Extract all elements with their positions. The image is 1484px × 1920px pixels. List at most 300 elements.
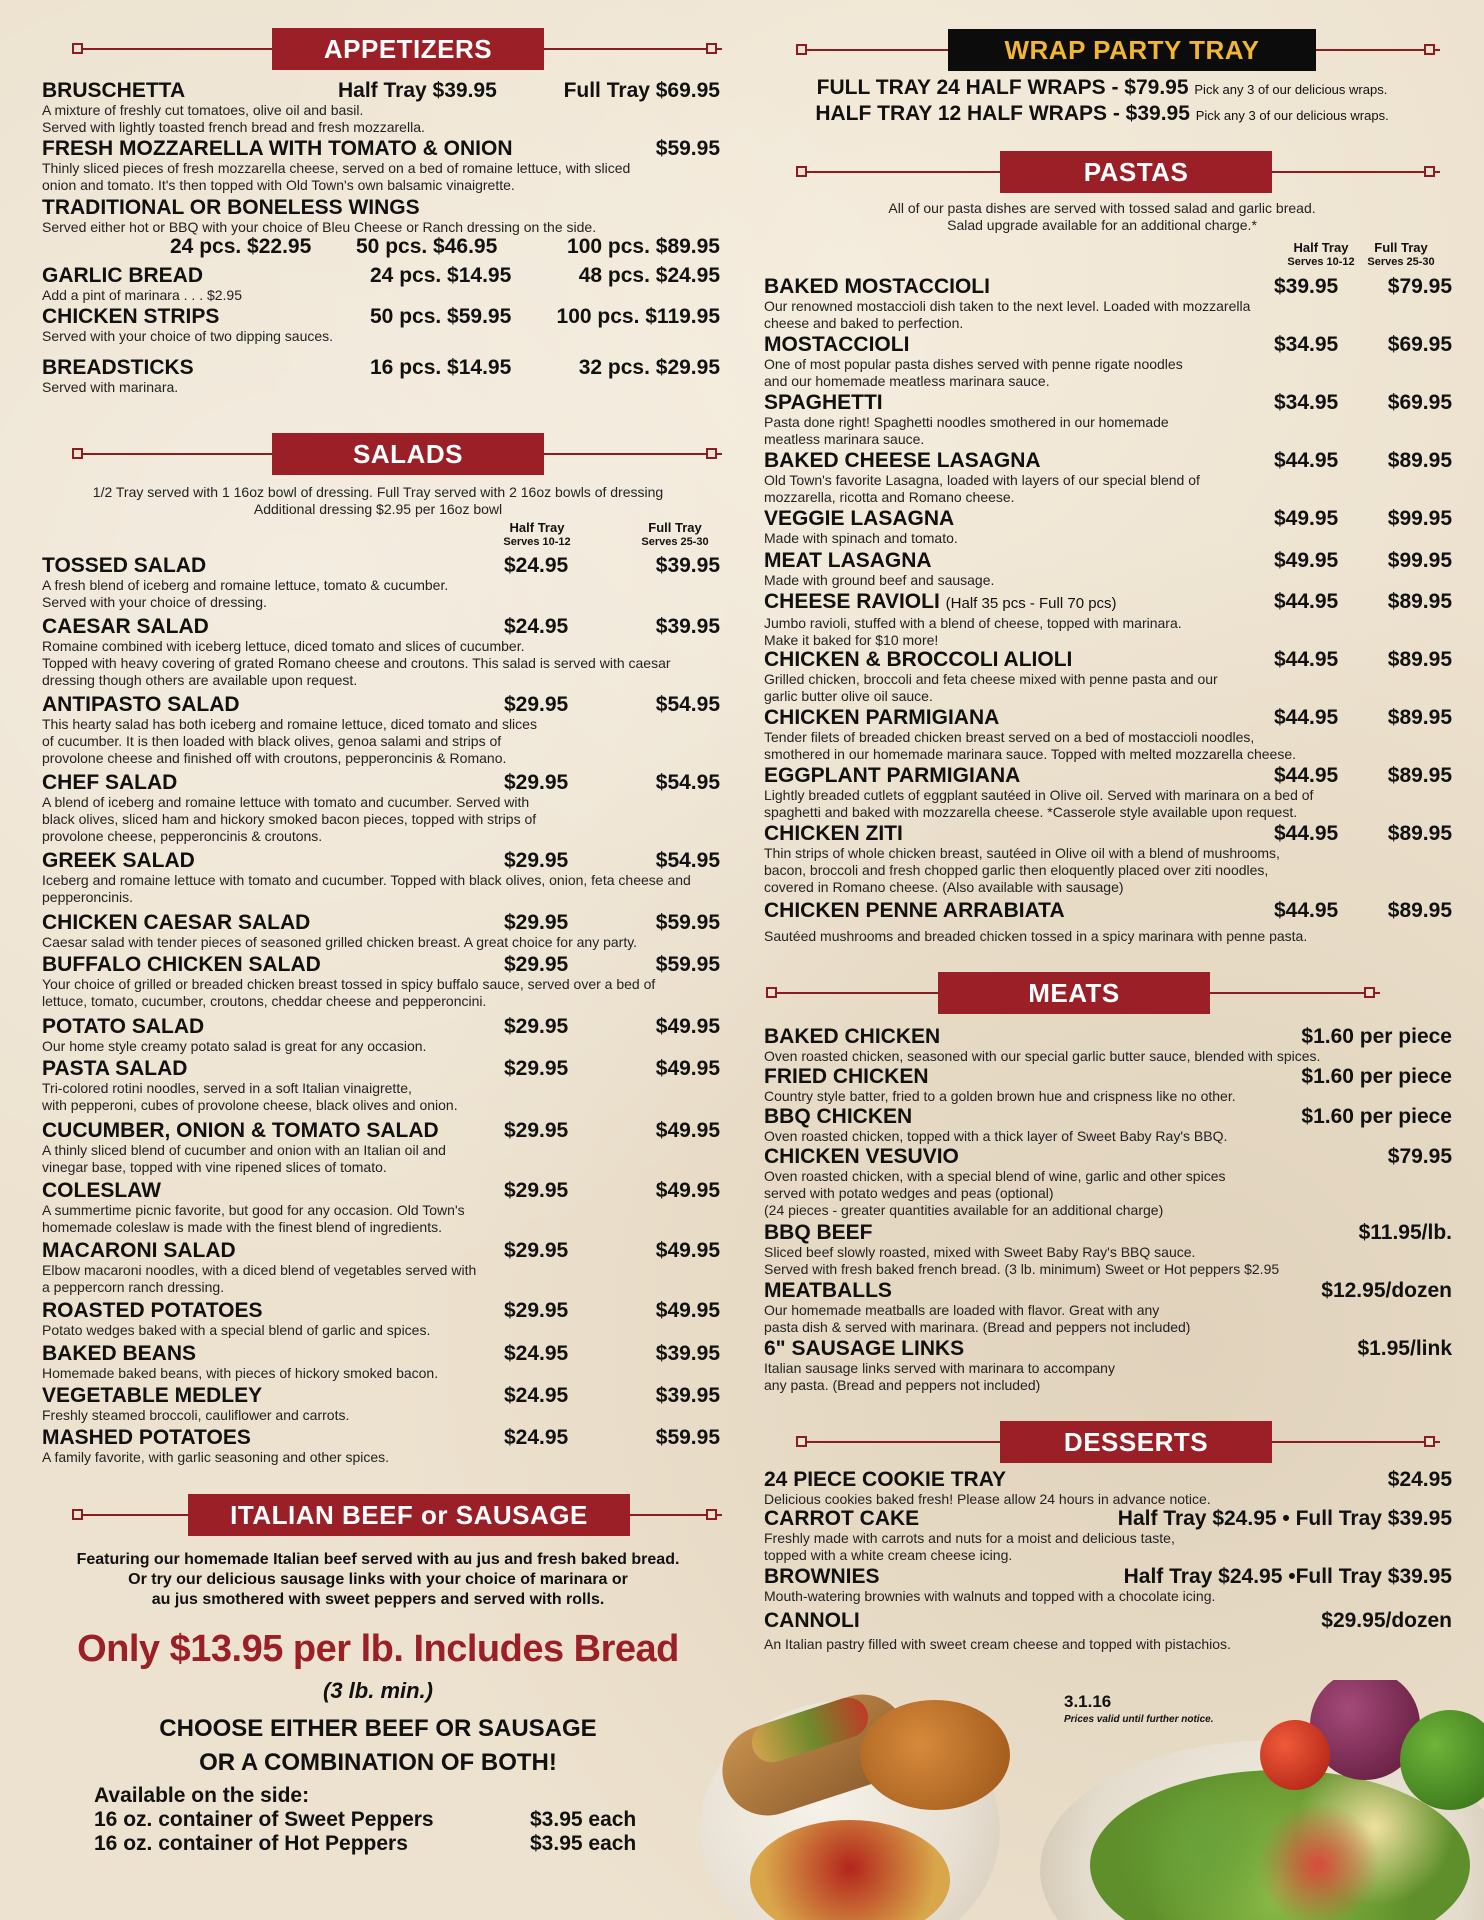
item-name-text: MOSTACCIOLI [764, 333, 910, 356]
item-price-full: $89.95 [1387, 449, 1452, 472]
salad-item [42, 1342, 720, 1382]
pasta-item [764, 822, 1452, 896]
salad-item [42, 849, 720, 906]
item-desc: Our renowned mostaccioli dish taken to the next level. Loaded with mozzarella [764, 298, 1251, 314]
item-desc: (24 pieces - greater quantities available for an additional charge) [764, 1202, 1164, 1218]
item-name-text: BAKED MOSTACCIOLI [764, 275, 990, 298]
item-desc: garlic butter olive oil sauce. [764, 688, 933, 704]
item-name: CAESAR SALAD [42, 615, 209, 638]
item-desc: pepperoncinis. [42, 889, 134, 905]
salad-item [42, 1119, 720, 1176]
item-name [764, 550, 1440, 572]
item-desc: vinegar base, topped with vine ripened slices of tomato. [42, 1159, 387, 1175]
item-desc: served with potato wedges and peas (optional) [764, 1185, 1054, 1201]
item-name: CHICKEN STRIPS [42, 305, 220, 328]
item-desc: any pasta. (Bread and peppers not included) [764, 1377, 1041, 1393]
item-desc: Served with marinara. [42, 379, 179, 395]
appetizers-title: APPETIZERS [272, 28, 544, 70]
item-price-full: $39.95 [655, 1384, 720, 1407]
item-desc: Country style batter, fried to a golden brown hue and crispness like no other. [764, 1088, 1236, 1104]
item-name [764, 707, 1440, 729]
item-desc: Elbow macaroni noodles, with a diced blend of vegetables served with [42, 1262, 477, 1278]
pastas-title: PASTAS [1000, 151, 1272, 193]
item-price-full: $49.95 [655, 1015, 720, 1038]
wrap-title: WRAP PARTY TRAY [948, 29, 1316, 71]
item-name: GARLIC BREAD [42, 264, 203, 287]
item-price-full: $89.95 [1387, 899, 1452, 922]
item-price-full: $49.95 [655, 1119, 720, 1142]
salads-note-line: 1/2 Tray served with 1 16oz bowl of dressing. Full Tray served with 2 16oz bowls of dressing [92, 484, 664, 500]
item-price-full: $89.95 [1387, 590, 1452, 613]
salads-full-header [630, 520, 720, 550]
menu-item-breadsticks [42, 356, 720, 396]
desserts-banner [796, 1421, 1450, 1463]
item-price-half: $24.95 [504, 615, 569, 638]
menu-date: 3.1.16 [1064, 1692, 1112, 1711]
item-desc: Caesar salad with tender pieces of seasoned grilled chicken breast. A great choice for any party. [42, 934, 638, 950]
salad-item [42, 693, 720, 767]
beef-banner [72, 1494, 732, 1536]
salad-item [42, 1057, 720, 1114]
item-price-half: $29.95 [504, 771, 569, 794]
item-desc: A family favorite, with garlic seasoning and other spices. [42, 1449, 390, 1465]
item-name: VEGETABLE MEDLEY [42, 1384, 263, 1407]
item-price-full: $49.95 [655, 1299, 720, 1322]
dessert-item [764, 1565, 1452, 1605]
meat-item [764, 1105, 1452, 1145]
item-name: CANNOLI [764, 1609, 860, 1632]
pasta-item [764, 449, 1452, 506]
item-name-text: CHICKEN ZITI [764, 822, 903, 845]
item-price-full: $54.95 [655, 693, 720, 716]
salad-item [42, 1426, 720, 1466]
salad-item [42, 953, 720, 1010]
item-price-full: $89.95 [1387, 764, 1452, 787]
wrap-half-note: Pick any 3 of our delicious wraps. [1195, 108, 1389, 123]
wrap-full-note: Pick any 3 of our delicious wraps. [1194, 82, 1388, 97]
full-tray-serves: Serves 25-30 [1367, 256, 1435, 268]
item-price-half: $29.95 [504, 953, 569, 976]
item-name: FRIED CHICKEN [764, 1065, 929, 1088]
item-price-half: $29.95 [504, 849, 569, 872]
item-desc: covered in Romano cheese. (Also available with sausage) [764, 879, 1124, 895]
item-price: $29.95/dozen [1321, 1609, 1452, 1632]
item-price-full: $49.95 [655, 1179, 720, 1202]
side-item-name: 16 oz. container of Sweet Peppers [94, 1808, 434, 1831]
item-desc: Delicious cookies baked fresh! Please allow 24 hours in advance notice. [764, 1491, 1211, 1507]
item-price-16: 16 pcs. $14.95 [370, 356, 512, 379]
item-desc: This hearty salad has both iceberg and romaine lettuce, diced tomato and slices [42, 716, 537, 732]
item-name: BRUSCHETTA [42, 79, 186, 102]
appetizers-banner [72, 28, 732, 70]
item-desc: Add a pint of marinara . . . $2.95 [42, 287, 243, 303]
item-desc: Sliced beef slowly roasted, mixed with Sweet Baby Ray's BBQ sauce. [764, 1244, 1196, 1260]
item-desc: cheese and baked to perfection. [764, 315, 964, 331]
price-validity-note: Prices valid until further notice. [1064, 1714, 1214, 1725]
item-name: CHICKEN VESUVIO [764, 1145, 959, 1168]
item-desc: Thin strips of whole chicken breast, sautéed in Olive oil with a blend of mushrooms, [764, 845, 1280, 861]
side-item-sweet-peppers [94, 1808, 694, 1832]
item-desc: Sautéed mushrooms and breaded chicken tossed in a spicy marinara with penne pasta. [764, 928, 1308, 944]
pasta-item [764, 706, 1452, 763]
item-price: $1.60 per piece [1301, 1065, 1452, 1088]
meat-item [764, 1221, 1452, 1278]
item-desc: black olives, sliced ham and hickory smoked bacon pieces, topped with strips of [42, 811, 537, 827]
item-name [764, 900, 1440, 922]
salad-item [42, 554, 720, 611]
beef-desc-line: Featuring our homemade Italian beef served with au jus and fresh baked bread. [76, 1551, 680, 1568]
item-price-50: 50 pcs. $46.95 [356, 235, 498, 258]
pasta-item [764, 549, 1452, 589]
beef-choose-line: OR A COMBINATION OF BOTH! [199, 1749, 557, 1776]
item-desc: Oven roasted chicken, topped with a thick layer of Sweet Baby Ray's BBQ. [764, 1128, 1228, 1144]
item-price-full: $39.95 [655, 1342, 720, 1365]
pasta-item [764, 391, 1452, 448]
item-desc: topped with a white cream cheese icing. [764, 1547, 1013, 1563]
item-price-half: $29.95 [504, 1119, 569, 1142]
item-desc: a peppercorn ranch dressing. [42, 1279, 225, 1295]
item-name: TOSSED SALAD [42, 554, 207, 577]
pasta-item [764, 333, 1452, 390]
item-desc: mozzarella, ricotta and Romano cheese. [764, 489, 1015, 505]
item-price-full: $89.95 [1387, 822, 1452, 845]
item-name: BBQ CHICKEN [764, 1105, 913, 1128]
item-name-text: MEAT LASAGNA [764, 549, 932, 572]
pastas-half-header [1276, 240, 1366, 270]
full-tray-label: Full Tray [1374, 240, 1428, 255]
item-desc: Made with ground beef and sausage. [764, 572, 995, 588]
half-tray-serves: Serves 10-12 [1287, 256, 1355, 268]
beef-title: ITALIAN BEEF or SAUSAGE [188, 1494, 630, 1536]
item-price-half: $24.95 [504, 1342, 569, 1365]
item-desc: Iceberg and romaine lettuce with tomato and cucumber. Topped with black olives, onion, feta cheese and [42, 872, 691, 888]
item-name: PASTA SALAD [42, 1057, 188, 1080]
item-price-full: $39.95 [655, 554, 720, 577]
item-price-48: 48 pcs. $24.95 [578, 264, 720, 287]
item-price-half: $44.95 [1274, 706, 1339, 729]
item-desc: Mouth-watering brownies with walnuts and topped with a chocolate icing. [764, 1588, 1216, 1604]
item-name: MASHED POTATOES [42, 1426, 251, 1449]
item-desc: Oven roasted chicken, with a special blend of wine, garlic and other spices [764, 1168, 1226, 1184]
item-desc: Made with spinach and tomato. [764, 530, 958, 546]
side-item-price: $3.95 each [530, 1832, 637, 1855]
item-name: BREADSTICKS [42, 356, 194, 379]
item-price-half: $29.95 [504, 1015, 569, 1038]
item-price-half: $29.95 [504, 693, 569, 716]
full-tray-label: Full Tray [648, 520, 702, 535]
item-desc: Served with your choice of two dipping sauces. [42, 328, 334, 344]
salad-item [42, 911, 720, 951]
meats-banner [766, 972, 1390, 1014]
item-name: BUFFALO CHICKEN SALAD [42, 953, 321, 976]
item-price-32: 32 pcs. $29.95 [578, 356, 720, 379]
item-desc: A blend of iceberg and romaine lettuce with tomato and cucumber. Served with [42, 794, 530, 810]
item-desc: provolone cheese, pepperoncinis & croutons. [42, 828, 323, 844]
beef-promo: Only $13.95 per lb. Includes Bread [77, 1628, 679, 1670]
meats-title: MEATS [938, 972, 1210, 1014]
half-tray-serves: Serves 10-12 [503, 536, 571, 548]
item-name: GREEK SALAD [42, 849, 195, 872]
item-price-half: $44.95 [1274, 590, 1339, 613]
item-price-full: $69.95 [1387, 333, 1452, 356]
item-price-full: Full Tray $69.95 [563, 79, 720, 102]
item-price-full: $79.95 [1387, 275, 1452, 298]
beef-choose [42, 1712, 714, 1780]
item-desc: Served with your choice of dressing. [42, 594, 267, 610]
item-price-half: $29.95 [504, 1179, 569, 1202]
item-price: Half Tray $24.95 • Full Tray $39.95 [1117, 1507, 1452, 1530]
item-price-full: $54.95 [655, 771, 720, 794]
item-desc: Old Town's favorite Lasagna, loaded with layers of our special blend of [764, 472, 1200, 488]
item-price-half: Half Tray $39.95 [338, 79, 497, 102]
item-name: ROASTED POTATOES [42, 1299, 263, 1322]
item-price-100: 100 pcs. $119.95 [556, 305, 720, 328]
item-price-24: 24 pcs. $22.95 [170, 235, 312, 258]
item-price: Half Tray $24.95 •Full Tray $39.95 [1123, 1565, 1452, 1588]
item-name-text: CHICKEN PENNE ARRABIATA [764, 899, 1065, 922]
item-price-24: 24 pcs. $14.95 [370, 264, 512, 287]
item-desc: A fresh blend of iceberg and romaine lettuce, tomato & cucumber. [42, 577, 449, 593]
item-price: $24.95 [1387, 1468, 1452, 1491]
wrap-half-price: HALF TRAY 12 HALF WRAPS - $39.95 [815, 102, 1190, 125]
item-price-full: $49.95 [655, 1239, 720, 1262]
item-name [764, 392, 1440, 414]
menu-item-garlic-bread [42, 264, 720, 304]
item-name: BBQ BEEF [764, 1221, 873, 1244]
item-desc: Our homemade meatballs are loaded with flavor. Great with any [764, 1302, 1160, 1318]
item-price: $1.60 per piece [1301, 1025, 1452, 1048]
wrap-banner [796, 29, 1450, 71]
meat-item [764, 1065, 1452, 1105]
item-price: $59.95 [655, 137, 720, 160]
salads-title: SALADS [272, 433, 544, 475]
item-name-text: EGGPLANT PARMIGIANA [764, 764, 1021, 787]
item-note: (Half 35 pcs - Full 70 pcs) [945, 595, 1117, 612]
item-name: CHEF SALAD [42, 771, 178, 794]
item-desc: meatless marinara sauce. [764, 431, 925, 447]
salad-item [42, 1015, 720, 1055]
item-desc: Our home style creamy potato salad is great for any occasion. [42, 1038, 427, 1054]
item-price-half: $44.95 [1274, 449, 1339, 472]
item-name [764, 334, 1440, 356]
item-desc: of cucumber. It is then loaded with black olives, genoa salami and strips of [42, 733, 502, 749]
item-desc: onion and tomato. It's then topped with Old Town's own balsamic vinaigrette. [42, 177, 515, 193]
item-name: CHICKEN CAESAR SALAD [42, 911, 311, 934]
item-desc: An Italian pastry filled with sweet cream cheese and topped with pistachios. [764, 1636, 1231, 1652]
item-price-half: $29.95 [504, 1057, 569, 1080]
item-desc: lettuce, tomato, cucumber, croutons, cheddar cheese and pepperoncini. [42, 993, 487, 1009]
wrap-prices [764, 76, 1440, 128]
menu-item-wings [42, 196, 720, 260]
item-price-full: $99.95 [1387, 507, 1452, 530]
salads-note-line: Additional dressing $2.95 per 16oz bowl [253, 501, 503, 517]
pasta-item [764, 899, 1452, 945]
item-name: BROWNIES [764, 1565, 880, 1588]
item-desc: bacon, broccoli and fresh chopped garlic then eloquently placed over ziti noodles, [764, 862, 1269, 878]
item-desc: One of most popular pasta dishes served with penne rigate noodles [764, 356, 1183, 372]
item-price-half: $29.95 [504, 911, 569, 934]
menu-item-chicken-strips [42, 305, 720, 345]
menu-item-fresh-mozzarella [42, 137, 720, 194]
item-desc: spaghetti and baked with mozzarella cheese. *Casserole style available upon request. [764, 804, 1298, 820]
item-name-text: VEGGIE LASAGNA [764, 507, 955, 530]
salads-note [42, 484, 714, 518]
pasta-item [764, 275, 1452, 332]
item-name [764, 823, 1440, 845]
item-desc: Lightly breaded cutlets of eggplant sautéed in Olive oil. Served with marinara on a bed of [764, 787, 1314, 803]
item-desc: Topped with heavy covering of grated Romano cheese and croutons. This salad is served with caesar [42, 655, 671, 671]
item-name-text: SPAGHETTI [764, 391, 883, 414]
item-desc: A summertime picnic favorite, but good for any occasion. Old Town's [42, 1202, 465, 1218]
item-price-half: $44.95 [1274, 822, 1339, 845]
item-desc: pasta dish & served with marinara. (Bread and peppers not included) [764, 1319, 1191, 1335]
pastas-note-line: All of our pasta dishes are served with tossed salad and garlic bread. [888, 200, 1316, 216]
item-price-full: $99.95 [1387, 549, 1452, 572]
item-price-full: $59.95 [655, 953, 720, 976]
salad-item [42, 771, 720, 845]
beef-min: (3 lb. min.) [323, 1678, 433, 1703]
dessert-item [764, 1468, 1452, 1508]
item-price-half: $29.95 [504, 1239, 569, 1262]
item-price-100: 100 pcs. $89.95 [567, 235, 720, 258]
item-desc: Oven roasted chicken, seasoned with our special garlic butter sauce, blended with spices. [764, 1048, 1321, 1064]
pastas-banner [796, 151, 1450, 193]
beef-desc-line: au jus smothered with sweet peppers and served with rolls. [151, 1591, 605, 1608]
item-name-text: CHICKEN & BROCCOLI ALIOLI [764, 648, 1073, 671]
item-price-half: $34.95 [1274, 333, 1339, 356]
item-desc: Romaine combined with iceberg lettuce, diced tomato and slices of cucumber. [42, 638, 525, 654]
item-desc: Served either hot or BBQ with your choice of Bleu Cheese or Ranch dressing on the side. [42, 219, 597, 235]
item-desc: Homemade baked beans, with pieces of hickory smoked bacon. [42, 1365, 439, 1381]
tomato [1260, 1720, 1330, 1790]
wrap-half [764, 102, 1440, 128]
item-desc: Pasta done right! Spaghetti noodles smothered in our homemade [764, 414, 1169, 430]
item-name-text: BAKED CHEESE LASAGNA [764, 449, 1041, 472]
item-price: $1.95/link [1357, 1337, 1452, 1360]
item-name: MACARONI SALAD [42, 1239, 236, 1262]
item-price: $79.95 [1387, 1145, 1452, 1168]
side-item-hot-peppers [94, 1832, 694, 1856]
item-name: ANTIPASTO SALAD [42, 693, 240, 716]
item-desc: Thinly sliced pieces of fresh mozzarella cheese, served on a bed of romaine lettuce, with sliced [42, 160, 631, 176]
pasta-item [764, 648, 1452, 705]
item-name [764, 591, 1440, 615]
item-desc: Make it baked for $10 more! [764, 632, 939, 648]
item-price-half: $44.95 [1274, 648, 1339, 671]
menu-item-bruschetta [42, 79, 720, 140]
item-price-half: $49.95 [1274, 507, 1339, 530]
item-name: BAKED CHICKEN [764, 1025, 941, 1048]
item-desc: A mixture of freshly cut tomatoes, olive oil and basil. [42, 102, 364, 118]
item-desc: provolone cheese and finished off with croutons, pepperoncinis & Romano. [42, 750, 507, 766]
item-price-full: $39.95 [655, 615, 720, 638]
beef-sides [94, 1784, 694, 1856]
pasta-item [764, 507, 1452, 547]
item-price-half: $44.95 [1274, 899, 1339, 922]
item-price-half: $29.95 [504, 1299, 569, 1322]
wrap-full-price: FULL TRAY 24 HALF WRAPS - $79.95 [816, 76, 1189, 99]
item-price-half: $24.95 [504, 554, 569, 577]
item-price-full: $69.95 [1387, 391, 1452, 414]
item-price-50: 50 pcs. $59.95 [370, 305, 512, 328]
item-desc: Served with fresh baked french bread. (3 lb. minimum) Sweet or Hot peppers $2.95 [764, 1261, 1280, 1277]
fried-chicken [860, 1700, 1010, 1810]
item-desc: smothered in our homemade marinara sauce. Topped with melted mozzarella cheese. [764, 746, 1297, 762]
item-desc: with pepperoni, cubes of provolone cheese, black olives and onion. [42, 1097, 458, 1113]
item-desc: homemade coleslaw is made with the finest blend of ingredients. [42, 1219, 442, 1235]
item-name [764, 765, 1440, 787]
item-name: 6" SAUSAGE LINKS [764, 1337, 965, 1360]
half-tray-label: Half Tray [509, 520, 565, 535]
item-name: MEATBALLS [764, 1279, 892, 1302]
salads-banner [72, 433, 732, 475]
item-name: CUCUMBER, ONION & TOMATO SALAD [42, 1119, 439, 1142]
pastas-note [764, 200, 1440, 234]
item-name-text: CHICKEN PARMIGIANA [764, 706, 1000, 729]
item-name: BAKED BEANS [42, 1342, 197, 1365]
desserts-title: DESSERTS [1000, 1421, 1272, 1463]
pasta-item [764, 590, 1452, 649]
item-name: FRESH MOZZARELLA WITH TOMATO & ONION [42, 137, 513, 160]
item-desc: Potato wedges baked with a special blend of garlic and spices. [42, 1322, 431, 1338]
half-tray-label: Half Tray [1293, 240, 1349, 255]
meat-item [764, 1337, 1452, 1394]
item-price: $1.60 per piece [1301, 1105, 1452, 1128]
salad-item [42, 1239, 720, 1296]
item-name: COLESLAW [42, 1179, 161, 1202]
item-desc: Freshly steamed broccoli, cauliflower and carrots. [42, 1407, 350, 1423]
dessert-item [764, 1609, 1452, 1653]
item-desc: Your choice of grilled or breaded chicken breast tossed in spicy buffalo sauce, served over a bed of [42, 976, 656, 992]
item-price-full: $59.95 [655, 1426, 720, 1449]
meat-item [764, 1145, 1452, 1219]
pastas-full-header [1356, 240, 1446, 270]
item-price-half: $24.95 [504, 1384, 569, 1407]
beef-desc-line: Or try our delicious sausage links with your choice of marinara or [128, 1571, 628, 1588]
side-item-name: 16 oz. container of Hot Peppers [94, 1832, 408, 1855]
item-name [764, 508, 1440, 530]
dessert-item [764, 1507, 1452, 1564]
item-name: 24 PIECE COOKIE TRAY [764, 1468, 1006, 1491]
salad-item [42, 615, 720, 689]
beef-choose-line: CHOOSE EITHER BEEF OR SAUSAGE [159, 1715, 597, 1742]
item-price-half: $44.95 [1274, 764, 1339, 787]
item-name: TRADITIONAL OR BONELESS WINGS [42, 196, 420, 219]
wrap-full [764, 76, 1440, 102]
item-price-full: $89.95 [1387, 706, 1452, 729]
item-price-half: $34.95 [1274, 391, 1339, 414]
item-desc: and our homemade meatless marinara sauce. [764, 373, 1050, 389]
item-desc: dressing though others are available upon request. [42, 672, 358, 688]
salad-item [42, 1299, 720, 1339]
meat-item [764, 1279, 1452, 1336]
sides-title: Available on the side: [94, 1784, 310, 1807]
beef-description [42, 1550, 714, 1610]
item-name: CARROT CAKE [764, 1507, 920, 1530]
item-desc: Grilled chicken, broccoli and feta cheese mixed with penne pasta and our [764, 671, 1218, 687]
item-desc: Tender filets of breaded chicken breast served on a bed of mostaccioli noodles, [764, 729, 1255, 745]
pasta-item [764, 764, 1452, 821]
item-price-half: $49.95 [1274, 549, 1339, 572]
item-name: POTATO SALAD [42, 1015, 205, 1038]
item-price: $11.95/lb. [1358, 1221, 1452, 1244]
item-price-full: $89.95 [1387, 648, 1452, 671]
item-desc: Freshly made with carrots and nuts for a moist and delicious taste, [764, 1530, 1175, 1546]
item-price-full: $59.95 [655, 911, 720, 934]
item-desc: Tri-colored rotini noodles, served in a soft Italian vinaigrette, [42, 1080, 412, 1096]
item-name-text: CHEESE RAVIOLI [764, 590, 940, 613]
item-desc: A thinly sliced blend of cucumber and onion with an Italian oil and [42, 1142, 446, 1158]
